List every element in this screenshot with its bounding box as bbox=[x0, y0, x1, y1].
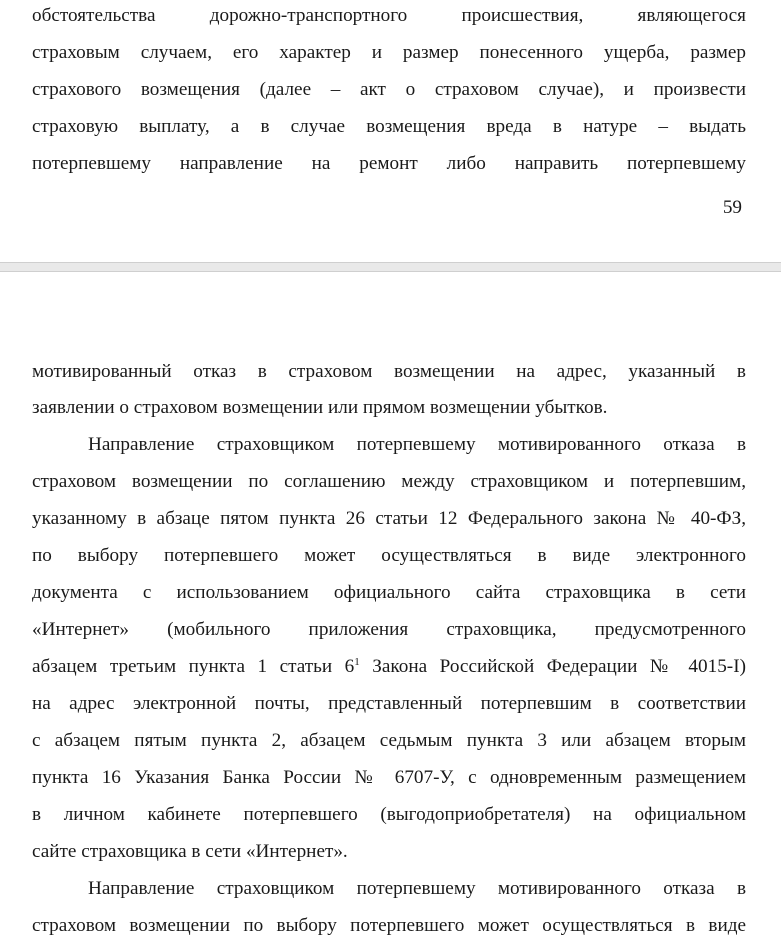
text-line: страхового возмещения (далее – акт о страховом случае), и произвести bbox=[32, 79, 746, 100]
page-separator bbox=[0, 262, 781, 272]
text-line: потерпевшему направление на ремонт либо направить потерпевшему bbox=[32, 153, 746, 174]
text-line: с абзацем пятым пункта 2, абзацем седьмым пункта 3 или абзацем вторым bbox=[32, 730, 746, 751]
superscript: 1 bbox=[354, 656, 360, 668]
text-line: страховую выплату, а в случае возмещения вреда в натуре – выдать bbox=[32, 116, 746, 137]
text-segment: абзацем третьим пункта 1 статьи 6 bbox=[32, 656, 355, 677]
text-line: на адрес электронной почты, представленный потерпевшим в соответствии bbox=[32, 693, 746, 714]
document-page-60 bbox=[0, 272, 781, 937]
text-line: обстоятельства дорожно-транспортного происшествия, являющегося bbox=[32, 5, 746, 26]
text-line: в личном кабинете потерпевшего (выгодоприобретателя) на официальном bbox=[32, 804, 746, 825]
page-number: 59 bbox=[722, 197, 742, 218]
text-line: Направление страховщиком потерпевшему мотивированного отказа в bbox=[88, 878, 746, 899]
text-line: страховым случаем, его характер и размер понесенного ущерба, размер bbox=[32, 42, 746, 63]
text-line: документа с использованием официального сайта страховщика в сети bbox=[32, 582, 746, 603]
text-line bbox=[32, 656, 746, 678]
text-line: мотивированный отказ в страховом возмещении на адрес, указанный в bbox=[32, 361, 746, 382]
text-line: Направление страховщиком потерпевшему мотивированного отказа в bbox=[88, 434, 746, 455]
text-line: сайте страховщика в сети «Интернет». bbox=[32, 841, 348, 862]
text-line: заявлении о страховом возмещении или прямом возмещении убытков. bbox=[32, 397, 608, 418]
text-line: пункта 16 Указания Банка России № 6707-У, с одновременным размещением bbox=[32, 767, 746, 788]
text-line: «Интернет» (мобильного приложения страховщика, предусмотренного bbox=[32, 619, 746, 640]
text-line: страховом возмещении по выбору потерпевшего может осуществляться в виде bbox=[32, 915, 746, 936]
text-line: указанному в абзаце пятом пункта 26 статьи 12 Федерального закона № 40-ФЗ, bbox=[32, 508, 746, 529]
text-line: страховом возмещении по соглашению между страховщиком и потерпевшим, bbox=[32, 471, 746, 492]
text-line: по выбору потерпевшего может осуществляться в виде электронного bbox=[32, 545, 746, 566]
document-page-59 bbox=[0, 0, 781, 262]
text-segment: Закона Российской Федерации № 4015-I) bbox=[359, 656, 746, 677]
